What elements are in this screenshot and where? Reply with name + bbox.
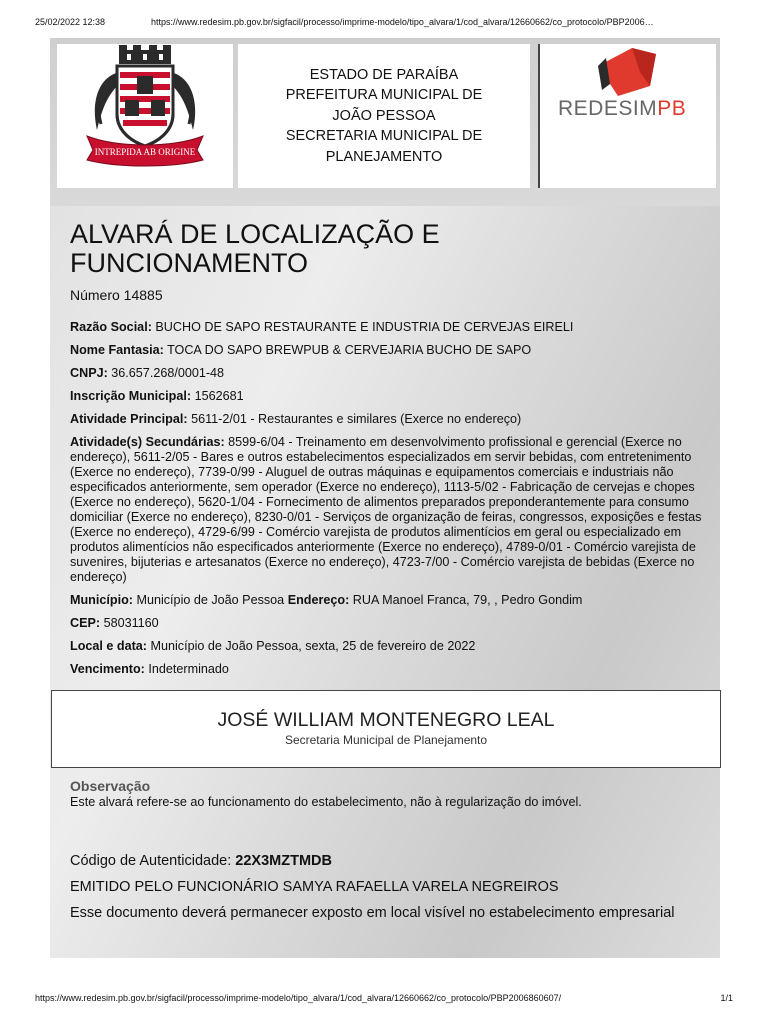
redesim-logo-text [558, 97, 686, 121]
fields-list [70, 320, 715, 685]
field-cnpj: CNPJ: 36.657.268/0001-48 [70, 366, 225, 380]
field-local-data: Local e data: Município de João Pessoa, sexta, 25 de fevereiro de 2022 [70, 639, 476, 653]
issuer-line: ESTADO DE PARAÍBA [309, 66, 459, 83]
issuer-line: PREFEITURA MUNICIPAL DE [285, 87, 483, 104]
authenticity-code-label: Código de Autenticidade: [70, 853, 232, 869]
redesim-logo-main: REDESIM [558, 97, 658, 120]
print-datetime: 25/02/2022 12:38 [35, 17, 106, 27]
document-number: Número 14885 [70, 287, 163, 303]
crest-logo-box [57, 44, 233, 188]
redesim-cube-icon [540, 44, 716, 104]
redesim-logo-box [538, 44, 716, 188]
field-inscricao: Inscrição Municipal: 1562681 [70, 389, 244, 403]
display-notice: Esse documento deverá permanecer exposto em local visível no estabelecimento empresarial [70, 905, 675, 921]
field-cep: CEP: 58031160 [70, 616, 159, 630]
observation-text: Este alvará refere-se ao funcionamento do estabelecimento, não à regularização do imóvel. [70, 795, 582, 809]
field-atividade-principal: Atividade Principal: 5611-2/01 - Restaurantes e similares (Exerce no endereço) [70, 412, 522, 426]
issuer-lines [274, 65, 494, 168]
field-razao-social: Razão Social: BUCHO DE SAPO RESTAURANTE E INDUSTRIA DE CERVEJAS EIRELI [70, 320, 574, 334]
signature-box [51, 690, 721, 768]
issuer-line: JOÃO PESSOA [332, 107, 436, 124]
redesim-logo-accent: PB [657, 97, 687, 120]
crest-motto: INTREPIDA AB ORIGINE [94, 147, 196, 157]
signatory-role: Secretaria Municipal de Planejamento [284, 733, 488, 747]
field-atividades-secundarias: Atividade(s) Secundárias: 8599-6/04 - Treinamento em desenvolvimento profissional e gerencial (Exerce no endereço), 5611-2/05 - Bares e outros estabelecimentos especializados em servir bebidas, com entretenimento (Exerce no endereço), 7739-0/99 - Aluguel de outras máquinas e equipamentos comerciais e industriais não especificados anteriormente, sem operador (Exerce no endereço), 1113-5/02 - Fabricação de cervejas e chopes (Exerce no endereço), 5620-1/04 - Fornecimento de alimentos preparados preponderantemente para consumo domiciliar (Exerce no endereço), 8230-0/01 - Serviços de organização de feiras, congressos, exposições e festas (Exerce no endereço), 4729-6/99 - Comércio varejista de produtos alimentícios em geral ou especializado em produtos alimentícios não especificados anteriormente (Exerce no endereço), 4789-0/01 - Comércio varejista de suvenires, bijuterias e artesanatos (Exerce no endereço), 4723-7/00 - Comércio varejista de bebidas (Exerce no endereço) [70, 435, 702, 584]
municipal-crest-icon [57, 44, 233, 188]
field-nome-fantasia: Nome Fantasia: TOCA DO SAPO BREWPUB & CERVEJARIA BUCHO DE SAPO [70, 343, 532, 357]
issued-by: EMITIDO PELO FUNCIONÁRIO SAMYA RAFAELLA VARELA NEGREIROS [70, 879, 559, 895]
issuer-line: PLANEJAMENTO [325, 148, 443, 165]
field-municipio-endereco: Município: Município de João Pessoa Endereço: RUA Manoel Franca, 79, , Pedro Gondim [70, 593, 583, 607]
observation-label: Observação [70, 778, 151, 794]
page-number: 1/1 [720, 993, 733, 1003]
print-footer-url: https://www.redesim.pb.gov.br/sigfacil/processo/imprime-modelo/tipo_alvara/1/cod_alvara/12660662/co_protocolo/PBP2006860607/ [35, 993, 562, 1003]
issuer-line: SECRETARIA MUNICIPAL DE [285, 128, 483, 145]
authenticity-code-value: 22X3MZTMDB [235, 853, 332, 869]
field-vencimento: Vencimento: Indeterminado [70, 662, 229, 676]
document-title: ALVARÁ DE LOCALIZAÇÃO E FUNCIONAMENTO [70, 219, 440, 278]
print-url: https://www.redesim.pb.gov.br/sigfacil/processo/imprime-modelo/tipo_alvara/1/cod_alvara/12660662/co_protocolo/PBP2006… [151, 17, 654, 27]
signatory-name: JOSÉ WILLIAM MONTENEGRO LEAL [217, 709, 555, 731]
issuer-box [238, 44, 530, 188]
authenticity-code [70, 853, 332, 869]
